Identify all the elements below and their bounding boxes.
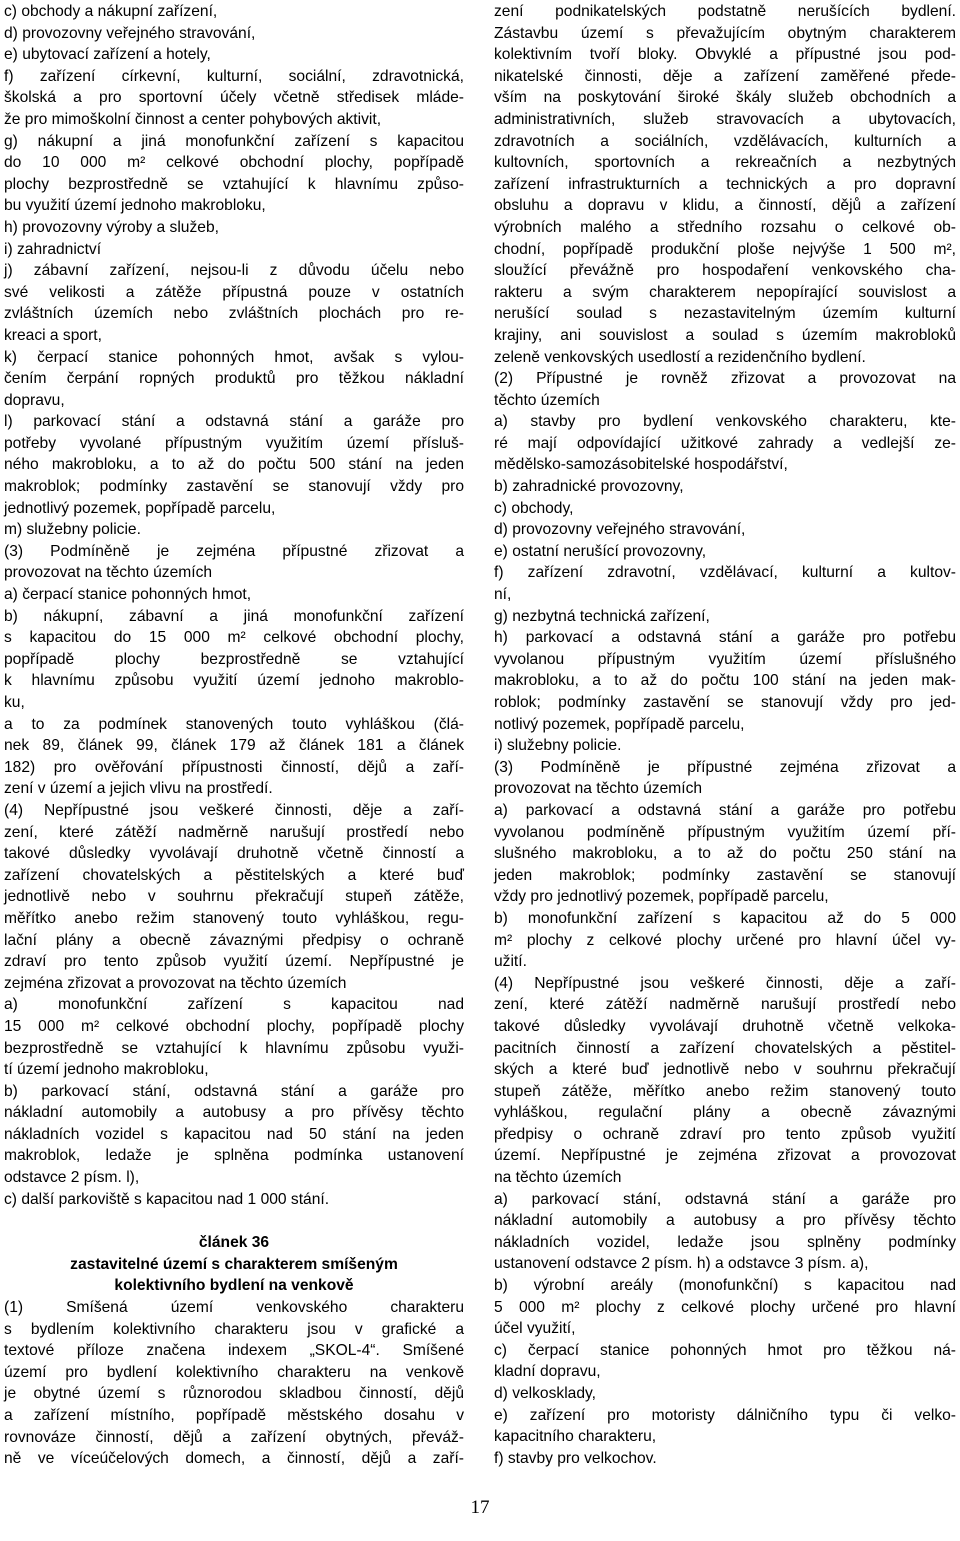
text-line: zení, které zátěží nadměrně narušují prostředí nebo (494, 996, 956, 1014)
text-line: své velikosti a zátěže přípustná pouze v ostatních (4, 283, 464, 301)
text-line: slušného makrobloku, a to až do počtu 250 stání na (494, 845, 956, 863)
text-line: odstavce 2 písm. l), (4, 1169, 140, 1187)
text-line: nákladních vozidel, ledaže jsou splněny podmínky (494, 1233, 956, 1251)
text-line: takové důsledky vyvolávají druhotně včetně velkoka- (494, 1017, 956, 1035)
text-line: makrobloku, a to až do počtu 100 stání na jeden mak- (494, 672, 956, 690)
article-heading-line: kolektivního bydlení na venkově (114, 1277, 354, 1295)
text-line: administrativních, služeb stravovacích a ubytovacích, (494, 110, 956, 128)
text-line: zení, které zátěží nadměrně narušují prostředí nebo (4, 823, 464, 841)
text-line: f) zařízení zdravotní, vzdělávací, kulturní a kultov- (494, 564, 956, 582)
text-line: m² plochy z celkové plochy určené pro hlavní účel vy- (494, 931, 956, 949)
text-line: území. Nepřípustné je zejména zřizovat a provozovat (494, 1147, 956, 1165)
text-line: rakteru a svým charakterem nepopírající souvislost a (494, 283, 956, 301)
text-line: rovnováze činností, dějů a zařízení obytných, převáž- (4, 1428, 464, 1446)
text-line: jeden makroblok; podmínky zastavění se stanovují (494, 866, 956, 884)
text-line: textové příloze značena indexem „SKOL-4“. Smíšené (4, 1342, 464, 1360)
text-line: d) provozovny veřejného stravování, (494, 521, 746, 539)
text-line: h) parkovací a odstavná stání a garáže pro potřebu (494, 629, 956, 647)
text-line: zařízení chovatelských a pěstitelských a které buď (4, 866, 464, 884)
text-line: na těchto územích (494, 1169, 622, 1187)
text-line: k hlavnímu způsobu využití území jednoho makroblo- (4, 672, 464, 690)
text-line: b) výrobní areály (monofunkční) s kapacitou nad (494, 1277, 956, 1295)
text-line: stupeň zátěže, měřítko anebo režim stanovený touto (494, 1082, 956, 1100)
text-line: předpisy o ochraně zdraví pro tento způsob využití (494, 1125, 956, 1143)
text-line: s bydlením kolektivního charakteru jsou v grafické a (4, 1320, 464, 1338)
page-number: 17 (470, 1497, 490, 1518)
text-line: s kapacitou do 15 000 m² celkové obchodní plochy, (4, 629, 464, 647)
text-line: jednotlivě nebo v souhrnu překračují stupeň zátěže, (4, 888, 464, 906)
text-line: je obytné území s různorodou skladbou činností, dějů (4, 1385, 464, 1403)
text-line: kultovních, sportovních a rekreačních a nezbytných (494, 154, 956, 172)
text-line: (3) Podmíněně je zejména přípustné zřizovat a (4, 542, 464, 560)
text-line: kladní dopravu, (494, 1363, 601, 1381)
text-line: že pro mimoškolní činnost a center pohybových aktivit, (4, 110, 382, 128)
text-line: ré mají odpovídající užitkové zahrady a vedlejší ze- (494, 434, 956, 452)
text-line: ní, (494, 586, 512, 604)
text-line: e) zařízení pro motoristy dálničního typu či velko- (494, 1406, 956, 1424)
text-line: f) stavby pro velkochov. (494, 1449, 657, 1467)
text-line: jednotlivý pozemek, popřípadě parcelu, (4, 499, 276, 517)
text-line: bu využití území jednoho makrobloku, (4, 197, 266, 215)
text-line: nek 89, článek 99, článek 179 až článek 181 a článek (4, 737, 464, 755)
text-line: mědělsko-samozásobitelské hospodářství, (494, 456, 788, 474)
text-line: zejména zřizovat a provozovat na těchto územích (4, 974, 347, 992)
text-line: vyhláškou, regulační plány a obecně závaznými (494, 1104, 956, 1122)
text-line: zvláštních územích nebo zvláštních plochách pro re- (4, 305, 464, 323)
text-line: a) stavby pro bydlení venkovského charakteru, kte- (494, 413, 956, 431)
text-line: c) další parkoviště s kapacitou nad 1 000 stání. (4, 1190, 330, 1208)
text-line: a zařízení místního, popřípadě městského dosahu v (4, 1407, 464, 1424)
text-line: (1) Smíšená území venkovského charakteru (4, 1299, 464, 1317)
text-line: pacitních činností a zařízení chovatelských a pěstitel- (494, 1039, 956, 1057)
text-line: g) nákupní a jiná monofunkční zařízení s kapacitou (4, 132, 464, 150)
text-line: i) zahradnictví (4, 240, 102, 258)
text-line: nákladní automobily a autobusy a pro přívěsy těchto (494, 1212, 956, 1230)
text-line: obsluhu a dopravu v klidu, a činností, dějů a zařízení (494, 197, 956, 215)
text-line: chodní, popřípadě produkční ploše nejvýše 1 500 m², (494, 240, 956, 258)
text-line: m) služebny policie. (4, 521, 141, 539)
text-line: c) obchody, (494, 499, 574, 517)
text-line: 5 000 m² plochy z celkové plochy určené pro hlavní (494, 1298, 956, 1316)
text-line: 182) pro ověřování přípustnosti činností, dějů a zaří- (4, 758, 464, 776)
text-line: sloužící převážně pro hospodaření venkovského cha- (494, 262, 956, 280)
text-line: dopravu, (4, 391, 65, 409)
text-line: b) nákupní, zábavní a jiná monofunkční zařízení (4, 607, 464, 625)
text-line: školská a pro sportovní účely včetně středisek mláde- (4, 89, 464, 107)
text-line: lační plány a obecně závaznými předpisy o ochraně (4, 931, 464, 949)
right-text-column (494, 1, 956, 1469)
article-heading-line: článek 36 (198, 1234, 270, 1252)
text-line: (2) Přípustné je rovněž zřizovat a provozovat na (494, 370, 956, 388)
text-line: měřítko anebo režim stanovený touto vyhláškou, regu- (4, 909, 464, 927)
text-line: g) nezbytná technická zařízení, (494, 607, 710, 625)
paragraph-gap (4, 1210, 464, 1232)
text-line: makroblok; podmínky zastavění se stanovují vždy pro (4, 478, 464, 496)
text-line: makroblok, ledaže je splněna podmínka ustanovení (4, 1147, 464, 1165)
text-line: roblok; podmínky zastavění se stanovují vždy pro jed- (494, 694, 956, 711)
left-text-column (4, 1, 464, 1470)
text-line: notlivý pozemek, popřípadě parcelu, (494, 715, 745, 733)
text-line: popřípadě plochy bezprostředně se vztahující (4, 650, 464, 668)
text-line: (4) Nepřípustné jsou veškeré činnosti, děje a zaří- (494, 974, 956, 992)
text-line: b) parkovací stání, odstavná stání a garáže pro (4, 1082, 464, 1100)
text-line: potřeby vyvolané přípustným využitím území přísluš- (4, 434, 464, 452)
text-line: kapacitního charakteru, (494, 1428, 657, 1446)
text-line: užití. (494, 953, 527, 971)
text-line: do 10 000 m² celkové obchodní plochy, popřípadě (4, 154, 464, 172)
text-line: a to za podmínek stanovených touto vyhláškou (člá- (4, 715, 464, 733)
text-line: ného makrobloku, a to až do počtu 500 stání na jeden (4, 456, 464, 474)
text-line: provozovat na těchto územích (494, 780, 703, 798)
text-line: zení v území a jejich vlivu na prostředí. (4, 780, 273, 798)
text-line: e) ubytovací zařízení a hotely, (4, 46, 211, 64)
text-line: zdravotních a sociálních, vzdělávacích, kulturních a (494, 132, 956, 150)
text-line: (3) Podmíněně je přípustné zejména zřizovat a (494, 758, 956, 776)
text-line: nerušící soulad s nezastavitelným územím kulturní (494, 305, 956, 323)
text-line: 15 000 m² celkové obchodní plochy, popřípadě plochy (4, 1017, 464, 1035)
text-line: vším na poskytování široké škály služeb obchodních a (494, 89, 956, 107)
text-line: těchto územích (494, 391, 600, 409)
text-line: bezprostředně se vztahující k hlavnímu způsobu využi- (4, 1039, 464, 1057)
text-line: a) parkovací a odstavná stání a garáže pro potřebu (494, 801, 956, 819)
text-line: (4) Nepřípustné jsou veškeré činnosti, děje a zaří- (4, 801, 464, 819)
text-line: ku, (4, 694, 25, 711)
text-line: účel využití, (494, 1320, 576, 1338)
text-line: c) čerpací stanice pohonných hmot pro těžkou ná- (494, 1341, 956, 1359)
text-line: plochy bezprostředně se vztahující k hlavnímu způso- (4, 175, 464, 193)
text-line: zařízení infrastrukturních a technických a pro dopravní (494, 175, 956, 193)
text-line: kreaci a sport, (4, 326, 102, 344)
text-line: vždy pro jednotlivý pozemek, popřípadě parcelu, (494, 888, 829, 906)
text-line: a) čerpací stanice pohonných hmot, (4, 586, 252, 604)
text-line: d) velkosklady, (494, 1385, 596, 1402)
text-line: k) čerpací stanice pohonných hmot, avšak s vylou- (4, 348, 464, 366)
text-line: d) provozovny veřejného stravování, (4, 24, 256, 42)
article-heading-line: zastavitelné území s charakterem smíšeným (70, 1255, 398, 1273)
text-line: vyvolanou přípustným využitím území příslušného (494, 650, 956, 668)
text-line: h) provozovny výroby a služeb, (4, 218, 219, 236)
text-line: krajiny, ani souvislost a soulad s územím makrobloků (494, 326, 956, 344)
text-line: Zástavbu území s převažujícím obytným charakterem (494, 24, 956, 42)
text-line: j) zábavní zařízení, nejsou-li z důvodu účelu nebo (4, 262, 464, 280)
text-line: ských a které buď jednotlivě nebo v souhrnu překračují (494, 1061, 956, 1079)
text-line: nákladních vozidel s kapacitou nad 50 stání na jeden (4, 1125, 464, 1143)
text-line: a) parkovací stání, odstavná stání a garáže pro (494, 1190, 956, 1208)
text-line: l) parkovací stání a odstavná stání a garáže pro (4, 413, 464, 431)
text-line: e) ostatní nerušící provozovny, (494, 542, 707, 560)
text-line: c) obchody a nákupní zařízení, (4, 3, 218, 20)
text-line: zeleně venkovských usedlostí a rezidenčního bydlení. (494, 348, 866, 366)
text-line: nákladní automobily a autobusy a pro přívěsy těchto (4, 1104, 464, 1122)
text-line: nikatelské činnosti, děje a zařízení zaměřené přede- (494, 67, 956, 85)
text-line: kolektivním tvoří bloky. Obvyklé a přípustné jsou pod- (494, 46, 956, 64)
text-line: b) zahradnické provozovny, (494, 478, 684, 496)
text-line: takové důsledky vyvolávají druhotně včetně činností a (4, 845, 464, 863)
text-line: výrobních malého a středního rozsahu o celkové ob- (494, 218, 956, 236)
text-line: zdraví pro tento způsob využití území. Nepřípustné je (4, 953, 464, 971)
text-line: provozovat na těchto územích (4, 564, 213, 582)
text-line: zení podnikatelských podstatně nerušících bydlení. (494, 3, 956, 20)
text-line: ně ve víceúčelových domech, a činností, dějů a zaří- (4, 1450, 464, 1468)
text-line: i) služebny policie. (494, 737, 622, 755)
text-line: a) monofunkční zařízení s kapacitou nad (4, 996, 464, 1014)
text-line: vyvolanou podmíněně přípustným využitím území pří- (494, 823, 956, 841)
text-line: území pro bydlení kolektivního charakteru na venkově (4, 1363, 464, 1381)
text-line: čením čerpání ropných produktů pro těžkou nákladní (4, 370, 464, 388)
text-line: f) zařízení církevní, kulturní, sociální, zdravotnická, (4, 67, 464, 85)
text-line: ustanovení odstavce 2 písm. h) a odstavce 3 písm. a), (494, 1255, 869, 1273)
text-line: tí území jednoho makrobloku, (4, 1061, 209, 1079)
text-line: b) monofunkční zařízení s kapacitou až do 5 000 (494, 909, 956, 927)
